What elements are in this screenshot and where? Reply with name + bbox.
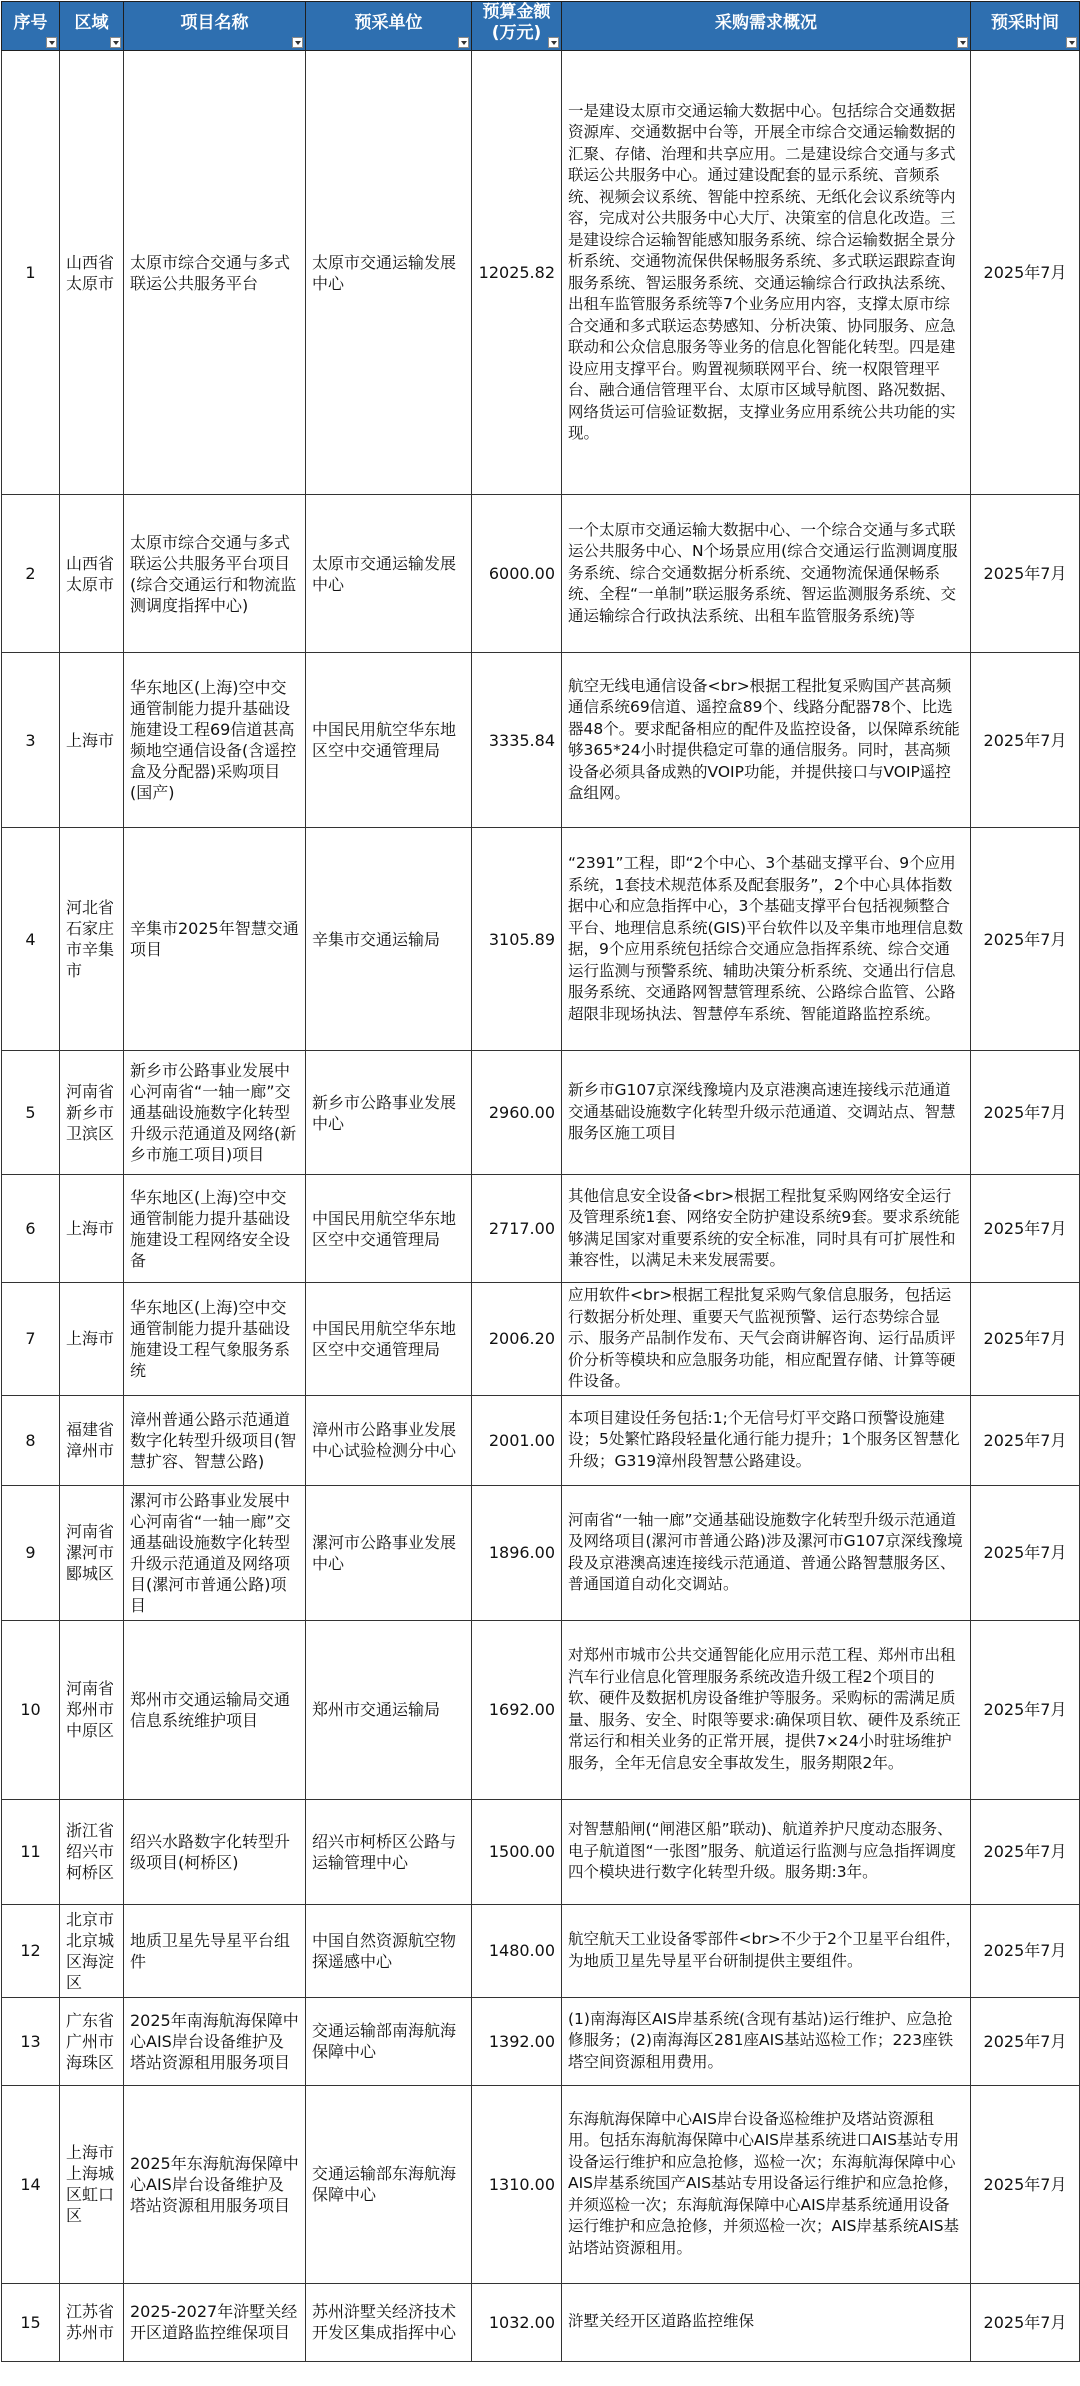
cell-region[interactable]: 福建省漳州市 — [60, 1395, 124, 1485]
cell-summary[interactable]: 浒墅关经开区道路监控维保 — [562, 2283, 971, 2361]
cell-region[interactable]: 浙江省绍兴市柯桥区 — [60, 1799, 124, 1904]
cell-summary[interactable]: 对智慧船闸(“闸港区船”联动)、航道养护尺度动态服务、电子航道图“一张图”服务、航道运行监测与应急指挥调度四个模块进行数字化转型升级。服务期:3年。 — [562, 1799, 971, 1904]
cell-budget[interactable]: 6000.00 — [472, 495, 562, 653]
cell-unit[interactable]: 中国自然资源航空物探遥感中心 — [306, 1904, 472, 1997]
procurement-table — [1, 1, 1080, 2362]
table-row — [2, 1175, 1080, 1283]
cell-seq[interactable]: 2 — [2, 495, 60, 653]
cell-time[interactable]: 2025年7月 — [971, 653, 1080, 828]
cell-budget[interactable]: 3335.84 — [472, 653, 562, 828]
cell-budget[interactable]: 3105.89 — [472, 828, 562, 1051]
header-budget: 预算金额 (万元) — [472, 2, 562, 51]
cell-project[interactable]: 地质卫星先导星平台组件 — [124, 1904, 306, 1997]
cell-budget[interactable]: 1896.00 — [472, 1485, 562, 1620]
table-row — [2, 1485, 1080, 1620]
cell-project[interactable]: 漳州普通公路示范通道数字化转型升级项目(智慧扩容、智慧公路) — [124, 1395, 306, 1485]
table-row — [2, 1904, 1080, 1997]
cell-region[interactable]: 山西省太原市 — [60, 51, 124, 495]
cell-time[interactable]: 2025年7月 — [971, 1799, 1080, 1904]
cell-region[interactable]: 河南省新乡市卫滨区 — [60, 1051, 124, 1175]
cell-time[interactable]: 2025年7月 — [971, 2283, 1080, 2361]
cell-unit[interactable]: 新乡市公路事业发展中心 — [306, 1051, 472, 1175]
cell-unit[interactable]: 交通运输部东海航海保障中心 — [306, 2085, 472, 2283]
cell-project[interactable]: 绍兴水路数字化转型升级项目(柯桥区) — [124, 1799, 306, 1904]
cell-unit[interactable]: 辛集市交通运输局 — [306, 828, 472, 1051]
filter-dropdown-icon[interactable] — [1066, 37, 1077, 48]
cell-unit[interactable]: 苏州浒墅关经济技术开发区集成指挥中心 — [306, 2283, 472, 2361]
cell-seq[interactable]: 11 — [2, 1799, 60, 1904]
cell-unit[interactable]: 漳州市公路事业发展中心试验检测分中心 — [306, 1395, 472, 1485]
cell-summary[interactable]: 航空无线电通信设备<br>根据工程批复采购国产甚高频通信系统69信道、遥控盒89个、线路分配器78个、比选器48个。要求配备相应的配件及监控设备，以保障系统能够365*24小时提供稳定可靠的通信服务。同时，甚高频设备必须具备成熟的VOIP功能，并提供接口与VOIP遥控盒组网。 — [562, 653, 971, 828]
cell-budget[interactable]: 1032.00 — [472, 2283, 562, 2361]
cell-summary[interactable]: 对郑州市城市公共交通智能化应用示范工程、郑州市出租汽车行业信息化管理服务系统改造升级工程2个项目的软、硬件及数据机房设备维护等服务。采购标的需满足质量、服务、安全、时限等要求:确保项目软、硬件及系统正常运行和相关业务的正常开展，提供7×24小时驻场维护服务，全年无信息安全事故发生，服务期限2年。 — [562, 1620, 971, 1799]
cell-budget[interactable]: 1392.00 — [472, 1997, 562, 2085]
cell-region[interactable]: 上海市 — [60, 1175, 124, 1283]
cell-budget[interactable]: 12025.82 — [472, 51, 562, 495]
table-row — [2, 653, 1080, 828]
cell-seq[interactable]: 6 — [2, 1175, 60, 1283]
cell-time[interactable]: 2025年7月 — [971, 1904, 1080, 1997]
cell-summary[interactable]: 一是建设太原市交通运输大数据中心。包括综合交通数据资源库、交通数据中台等，开展全市综合交通运输数据的汇聚、存储、治理和共享应用。二是建设综合交通与多式联运公共服务中心。通过建设配套的显示系统、音频系统、视频会议系统、智能中控系统、无纸化会议系统等内容，完成对公共服务中心大厅、决策室的信息化改造。三是建设综合运输智能感知服务系统、综合运输数据全景分析系统、交通物流保供保畅服务系统、多式联运跟踪查询服务系统、智运服务系统、交通运输综合行政执法系统、出租车监管服务系统等7个业务应用内容，支撑太原市综合交通和多式联运态势感知、分析决策、协同服务、应急联动和公众信息服务等业务的信息化智能化转型。四是建设应用支撑平台。购置视频联网平台、统一权限管理平台、融合通信管理平台、太原市区域导航图、路况数据、网络货运可信验证数据，支撑业务应用系统公共功能的实现。 — [562, 51, 971, 495]
cell-seq[interactable]: 14 — [2, 2085, 60, 2283]
table-row — [2, 2283, 1080, 2361]
cell-project[interactable]: 太原市综合交通与多式联运公共服务平台项目(综合交通运行和物流监测调度指挥中心) — [124, 495, 306, 653]
cell-budget[interactable]: 1692.00 — [472, 1620, 562, 1799]
cell-summary[interactable]: 东海航海保障中心AIS岸台设备巡检维护及塔站资源租用。包括东海航海保障中心AIS岸基系统进口AIS基站专用设备运行维护和应急抢修，巡检一次；东海航海保障中心AIS岸基系统国产AIS基站专用设备运行维护和应急抢修，并须巡检一次；东海航海保障中心AIS岸基系统通用设备运行维护和应急抢修，并须巡检一次；AIS岸基系统AIS基站塔站资源租用。 — [562, 2085, 971, 2283]
cell-time[interactable]: 2025年7月 — [971, 51, 1080, 495]
cell-unit[interactable]: 郑州市交通运输局 — [306, 1620, 472, 1799]
cell-project[interactable]: 华东地区(上海)空中交通管制能力提升基础设施建设工程气象服务系统 — [124, 1283, 306, 1396]
cell-project[interactable]: 华东地区(上海)空中交通管制能力提升基础设施建设工程网络安全设备 — [124, 1175, 306, 1283]
cell-summary[interactable]: (1)南海海区AIS岸基系统(含现有基站)运行维护、应急抢修服务；(2)南海海区281座AIS基站巡检工作；223座铁塔空间资源租用费用。 — [562, 1997, 971, 2085]
cell-project[interactable]: 2025-2027年浒墅关经开区道路监控维保项目 — [124, 2283, 306, 2361]
cell-time[interactable]: 2025年7月 — [971, 1051, 1080, 1175]
cell-seq[interactable]: 4 — [2, 828, 60, 1051]
cell-region[interactable]: 上海市上海城区虹口区 — [60, 2085, 124, 2283]
cell-unit[interactable]: 交通运输部南海航海保障中心 — [306, 1997, 472, 2085]
table-row — [2, 1799, 1080, 1904]
table-row — [2, 1997, 1080, 2085]
cell-project[interactable]: 太原市综合交通与多式联运公共服务平台 — [124, 51, 306, 495]
table-row — [2, 495, 1080, 653]
cell-budget[interactable]: 2717.00 — [472, 1175, 562, 1283]
cell-project[interactable]: 新乡市公路事业发展中心河南省“一轴一廊”交通基础设施数字化转型升级示范通道及网络(新乡市施工项目)项目 — [124, 1051, 306, 1175]
cell-time[interactable]: 2025年7月 — [971, 1620, 1080, 1799]
header-row — [2, 2, 1080, 51]
cell-region[interactable]: 江苏省苏州市 — [60, 2283, 124, 2361]
filter-dropdown-icon[interactable] — [957, 37, 968, 48]
cell-region[interactable]: 广东省广州市海珠区 — [60, 1997, 124, 2085]
cell-region[interactable]: 北京市北京城区海淀区 — [60, 1904, 124, 1997]
cell-budget[interactable]: 1480.00 — [472, 1904, 562, 1997]
header-summary: 采购需求概况 — [562, 2, 971, 51]
cell-unit[interactable]: 中国民用航空华东地区空中交通管理局 — [306, 653, 472, 828]
filter-dropdown-icon[interactable] — [292, 37, 303, 48]
cell-seq[interactable]: 3 — [2, 653, 60, 828]
table-row — [2, 2085, 1080, 2283]
cell-time[interactable]: 2025年7月 — [971, 2085, 1080, 2283]
cell-seq[interactable]: 8 — [2, 1395, 60, 1485]
cell-unit[interactable]: 漯河市公路事业发展中心 — [306, 1485, 472, 1620]
cell-summary[interactable]: 本项目建设任务包括:1;个无信号灯平交路口预警设施建设；5处繁忙路段轻量化通行能力提升；1个服务区智慧化升级；G319漳州段智慧公路建设。 — [562, 1395, 971, 1485]
cell-time[interactable]: 2025年7月 — [971, 1485, 1080, 1620]
table-row — [2, 1395, 1080, 1485]
cell-unit[interactable]: 绍兴市柯桥区公路与运输管理中心 — [306, 1799, 472, 1904]
cell-project[interactable]: 郑州市交通运输局交通信息系统维护项目 — [124, 1620, 306, 1799]
cell-seq[interactable]: 9 — [2, 1485, 60, 1620]
table-row — [2, 828, 1080, 1051]
cell-region[interactable]: 河南省漯河市郾城区 — [60, 1485, 124, 1620]
cell-time[interactable]: 2025年7月 — [971, 1283, 1080, 1396]
cell-seq[interactable]: 7 — [2, 1283, 60, 1396]
cell-region[interactable]: 河南省郑州市中原区 — [60, 1620, 124, 1799]
table-row — [2, 1051, 1080, 1175]
cell-summary[interactable]: 应用软件<br>根据工程批复采购气象信息服务，包括运行数据分析处理、重要天气监视预警、运行态势综合显示、服务产品制作发布、天气会商讲解咨询、运行品质评价分析等模块和应急服务功能，相应配置存储、计算等硬件设备。 — [562, 1283, 971, 1396]
cell-project[interactable]: 2025年东海航海保障中心AIS岸台设备维护及塔站资源租用服务项目 — [124, 2085, 306, 2283]
cell-budget[interactable]: 1310.00 — [472, 2085, 562, 2283]
cell-summary[interactable]: 航空航天工业设备零部件<br>不少于2个卫星平台组件，为地质卫星先导星平台研制提供主要组件。 — [562, 1904, 971, 1997]
cell-project[interactable]: 辛集市2025年智慧交通项目 — [124, 828, 306, 1051]
cell-time[interactable]: 2025年7月 — [971, 1175, 1080, 1283]
cell-seq[interactable]: 5 — [2, 1051, 60, 1175]
header-project: 项目名称 — [124, 2, 306, 51]
cell-budget[interactable]: 2006.20 — [472, 1283, 562, 1396]
header-unit: 预采单位 — [306, 2, 472, 51]
cell-budget[interactable]: 2960.00 — [472, 1051, 562, 1175]
cell-summary[interactable]: 新乡市G107京深线豫境内及京港澳高速连接线示范通道交通基础设施数字化转型升级示范通道、交调站点、智慧服务区施工项目 — [562, 1051, 971, 1175]
cell-budget[interactable]: 1500.00 — [472, 1799, 562, 1904]
filter-dropdown-icon[interactable] — [458, 37, 469, 48]
cell-summary[interactable]: 其他信息安全设备<br>根据工程批复采购网络安全运行及管理系统1套、网络安全防护建设系统9套。要求系统能够满足国家对重要系统的安全标准，同时具有可扩展性和兼容性，以满足未来发展需要。 — [562, 1175, 971, 1283]
filter-dropdown-icon[interactable] — [548, 37, 559, 48]
cell-seq[interactable]: 15 — [2, 2283, 60, 2361]
filter-dropdown-icon[interactable] — [110, 37, 121, 48]
cell-summary[interactable]: 一个太原市交通运输大数据中心、一个综合交通与多式联运公共服务中心、N个场景应用(综合交通运行监测调度服务系统、综合交通数据分析系统、交通物流保通保畅系统、全程“一单制”联运服务系统、智运监测服务系统、交通运输综合行政执法系统、出租车监管服务系统)等 — [562, 495, 971, 653]
cell-project[interactable]: 漯河市公路事业发展中心河南省“一轴一廊”交通基础设施数字化转型升级示范通道及网络项目(漯河市普通公路)项目 — [124, 1485, 306, 1620]
cell-project[interactable]: 华东地区(上海)空中交通管制能力提升基础设施建设工程69信道甚高频地空通信设备(含遥控盒及分配器)采购项目(国产) — [124, 653, 306, 828]
cell-summary[interactable]: 河南省“一轴一廊”交通基础设施数字化转型升级示范通道及网络项目(漯河市普通公路)涉及漯河市G107京深线豫境段及京港澳高速连接线示范通道、普通公路智慧服务区、普通国道自动化交调站。 — [562, 1485, 971, 1620]
cell-project[interactable]: 2025年南海航海保障中心AIS岸台设备维护及塔站资源租用服务项目 — [124, 1997, 306, 2085]
cell-unit[interactable]: 太原市交通运输发展中心 — [306, 51, 472, 495]
cell-seq[interactable]: 12 — [2, 1904, 60, 1997]
cell-unit[interactable]: 中国民用航空华东地区空中交通管理局 — [306, 1283, 472, 1396]
cell-region[interactable]: 山西省太原市 — [60, 495, 124, 653]
cell-seq[interactable]: 13 — [2, 1997, 60, 2085]
table-row — [2, 1283, 1080, 1396]
header-seq: 序号 — [2, 2, 60, 51]
cell-time[interactable]: 2025年7月 — [971, 1997, 1080, 2085]
cell-unit[interactable]: 太原市交通运输发展中心 — [306, 495, 472, 653]
cell-seq[interactable]: 10 — [2, 1620, 60, 1799]
filter-dropdown-icon[interactable] — [46, 37, 57, 48]
cell-region[interactable]: 上海市 — [60, 653, 124, 828]
cell-time[interactable]: 2025年7月 — [971, 828, 1080, 1051]
header-time: 预采时间 — [971, 2, 1080, 51]
cell-region[interactable]: 上海市 — [60, 1283, 124, 1396]
cell-budget[interactable]: 2001.00 — [472, 1395, 562, 1485]
cell-time[interactable]: 2025年7月 — [971, 1395, 1080, 1485]
cell-summary[interactable]: “2391”工程，即“2个中心、3个基础支撑平台、9个应用系统，1套技术规范体系及配套服务”，2个中心具体指数据中心和应急指挥中心，3个基础支撑平台包括视频整合平台、地理信息系统(GIS)平台软件以及辛集市地理信息数据，9个应用系统包括综合交通应急指挥系统、综合交通运行监测与预警系统、辅助决策分析系统、交通出行信息服务系统、交通路网智慧管理系统、公路综合监管、公路超限非现场执法、智慧停车系统、智能道路监控系统。 — [562, 828, 971, 1051]
cell-unit[interactable]: 中国民用航空华东地区空中交通管理局 — [306, 1175, 472, 1283]
cell-seq[interactable]: 1 — [2, 51, 60, 495]
table-row — [2, 1620, 1080, 1799]
table-row — [2, 51, 1080, 495]
cell-region[interactable]: 河北省石家庄市辛集市 — [60, 828, 124, 1051]
header-region: 区域 — [60, 2, 124, 51]
cell-time[interactable]: 2025年7月 — [971, 495, 1080, 653]
